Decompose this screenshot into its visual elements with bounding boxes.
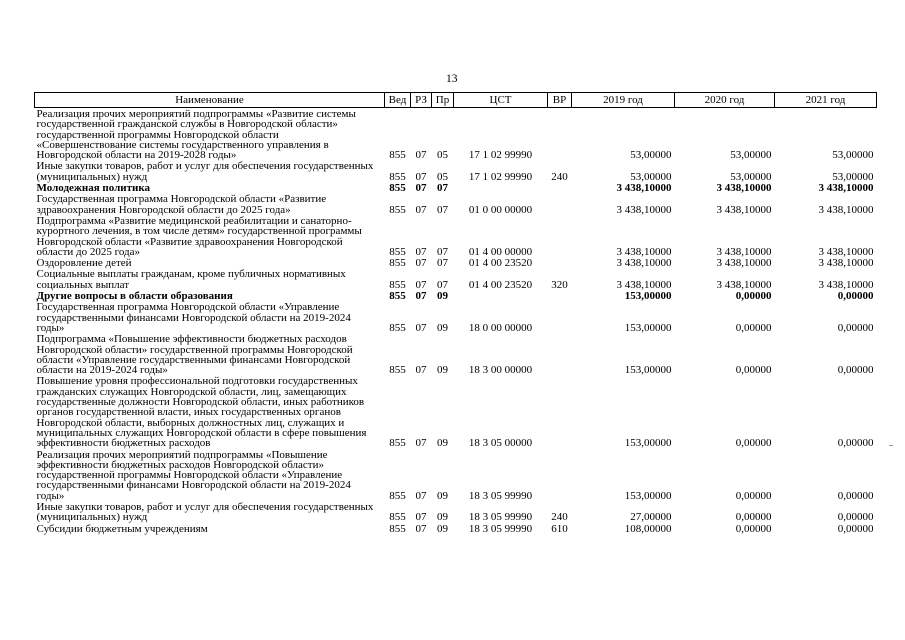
row-cst-cell: 01 4 00 23520 (468, 257, 533, 270)
row-2019-cell: 27,00000 (630, 511, 672, 524)
row-cst-cell: 01 4 00 23520 (468, 278, 533, 291)
row-vr-cell: 320 (551, 278, 568, 291)
table-row (35, 108, 877, 161)
row-cst-cell: 17 1 02 99990 (468, 149, 533, 162)
row-name-cell: Реализация прочих мероприятий подпрограммы «Повышение эффективности бюджетных расходов Новгородской области» государственной программы Новгородской области «Управление государственными финансами Новгородской области на 2019-2024 годы» (36, 448, 351, 502)
row-cst-cell: 18 3 05 00000 (468, 437, 533, 450)
row-name-cell: Другие вопросы в области образования (36, 290, 233, 303)
row-cst-cell: 01 4 00 00000 (468, 245, 533, 258)
row-rz-cell: 07 (415, 321, 427, 334)
row-2019-cell: 3 438,10000 (616, 278, 672, 291)
row-rz-cell: 07 (415, 149, 427, 162)
row-pr-cell: 09 (437, 489, 448, 502)
table-row (35, 333, 877, 375)
row-2021-cell: 53,00000 (832, 149, 874, 162)
row-ved-cell: 855 (389, 290, 406, 303)
row-2020-cell: 0,00000 (735, 290, 772, 303)
row-cst-cell: 18 3 00 00000 (468, 364, 533, 377)
row-rz-cell: 07 (415, 170, 427, 183)
row-2020-cell: 0,00000 (735, 321, 772, 334)
row-vr-cell (548, 215, 572, 257)
row-pr-cell: 05 (437, 170, 448, 183)
row-2020-cell: 3 438,10000 (716, 245, 772, 258)
row-cst-cell: 18 3 05 99990 (468, 522, 533, 535)
row-cst-cell (454, 182, 548, 193)
row-2021-cell: 0,00000 (837, 489, 874, 502)
row-vr-cell (548, 333, 572, 375)
table-row (35, 301, 877, 333)
table-row (35, 257, 877, 268)
row-cst-cell (454, 290, 548, 301)
row-vr-cell (548, 449, 572, 501)
row-pr-cell: 09 (437, 522, 448, 535)
row-ved-cell: 855 (389, 278, 406, 291)
row-ved-cell: 855 (389, 170, 406, 183)
row-name-cell: Подпрограмма «Развитие медицинской реабилитации и санаторно-курортного лечения, в том числе детям» государственной программы Новгородской области «Развитие здравоохранения Новгородской области до 2025 года» (36, 214, 362, 258)
row-vr-cell (548, 290, 572, 301)
column-header-vr: ВР (548, 93, 572, 108)
row-2019-cell: 153,00000 (624, 321, 672, 334)
row-cst-cell: 17 1 02 99990 (468, 170, 533, 183)
row-2020-cell: 3 438,10000 (716, 182, 772, 195)
row-2021-cell: 0,00000 (837, 290, 874, 303)
table-row (35, 375, 877, 448)
row-ved-cell: 855 (389, 203, 406, 216)
row-rz-cell: 07 (415, 437, 427, 450)
row-2020-cell: 0,00000 (735, 522, 772, 535)
row-ved-cell: 855 (389, 149, 406, 162)
row-vr-cell: 240 (551, 511, 568, 524)
row-pr-cell: 09 (437, 321, 448, 334)
row-name-cell: Социальные выплаты гражданам, кроме публичных нормативных социальных выплат (36, 268, 346, 291)
row-ved-cell: 855 (389, 437, 406, 450)
row-name-cell: Иные закупки товаров, работ и услуг для обеспечения государственных (муниципальных) нужд (36, 500, 374, 524)
row-pr-cell: 09 (437, 364, 448, 377)
row-2021-cell: 3 438,10000 (818, 245, 874, 258)
row-rz-cell: 07 (415, 290, 427, 303)
row-name-cell: Молодежная политика (36, 182, 151, 195)
row-2021-cell: 0,00000 (837, 321, 874, 334)
row-pr-cell: 07 (437, 257, 448, 270)
table-row (35, 215, 877, 257)
row-2021-cell: 0,00000 (837, 437, 874, 450)
row-name-cell: Оздоровление детей (36, 257, 132, 270)
table-header (35, 93, 877, 108)
row-ved-cell: 855 (389, 522, 406, 535)
row-rz-cell: 07 (415, 182, 427, 195)
row-rz-cell: 07 (415, 364, 427, 377)
row-2019-cell: 153,00000 (624, 489, 672, 502)
row-2021-cell: 53,00000 (832, 170, 874, 183)
row-ved-cell: 855 (389, 257, 406, 270)
row-ved-cell: 855 (389, 245, 406, 258)
row-rz-cell: 07 (415, 245, 427, 258)
row-2019-cell: 153,00000 (624, 290, 672, 303)
row-name-cell: Субсидии бюджетным учреждениям (36, 522, 208, 535)
column-header-cst: ЦСТ (454, 93, 548, 108)
row-2020-cell: 3 438,10000 (716, 257, 772, 270)
row-vr-cell (548, 108, 572, 161)
table-row (35, 160, 877, 182)
table-row (35, 501, 877, 523)
row-2019-cell: 3 438,10000 (616, 257, 672, 270)
row-pr-cell: 07 (437, 245, 448, 258)
row-ved-cell: 855 (389, 321, 406, 334)
row-pr-cell: 07 (437, 182, 448, 195)
row-2020-cell: 0,00000 (735, 437, 772, 450)
row-2019-cell: 108,00000 (624, 522, 672, 535)
row-rz-cell: 07 (415, 257, 427, 270)
row-rz-cell: 07 (415, 278, 427, 291)
row-name-cell: Реализация прочих мероприятий подпрограммы «Развитие системы государственной гражданской службы в Новгородской области» государственной программы Новгородской области «Совершенствование системы государственного управления в Новгородской области на 2019-2028 годы» (36, 108, 356, 162)
row-rz-cell: 07 (415, 203, 427, 216)
column-header-2020: 2020 год (675, 93, 775, 108)
row-rz-cell: 07 (415, 489, 427, 502)
row-name-cell: Иные закупки товаров, работ и услуг для обеспечения государственных (муниципальных) нужд (36, 160, 374, 183)
row-rz-cell: 07 (415, 522, 427, 535)
row-vr-cell (548, 301, 572, 333)
row-pr-cell: 09 (437, 511, 448, 524)
row-2021-cell: 3 438,10000 (818, 182, 874, 195)
row-vr-cell (548, 193, 572, 215)
row-ved-cell: 855 (389, 511, 406, 524)
column-header-ved: Вед (385, 93, 411, 108)
row-2019-cell: 153,00000 (624, 437, 672, 450)
row-2019-cell: 153,00000 (624, 364, 672, 377)
row-pr-cell: 07 (437, 203, 448, 216)
row-2021-cell: 0,00000 (837, 511, 874, 524)
row-vr-cell (548, 375, 572, 448)
row-cst-cell: 01 0 00 00000 (468, 203, 533, 216)
row-2020-cell: 0,00000 (735, 511, 772, 524)
row-cst-cell: 18 3 05 99990 (468, 511, 533, 524)
budget-table (34, 92, 877, 534)
column-header-name: Наименование (35, 93, 385, 108)
row-vr-cell (548, 257, 572, 268)
row-2020-cell: 53,00000 (730, 170, 772, 183)
row-pr-cell: 09 (437, 290, 448, 303)
row-name-cell: Государственная программа Новгородской области «Развитие здравоохранения Новгородской области до 2025 года» (36, 193, 327, 216)
row-name-cell: Государственная программа Новгородской области «Управление государственными финансами Новгородской области на 2019-2024 годы» (36, 301, 351, 334)
table-row (35, 182, 877, 193)
row-2019-cell: 53,00000 (630, 149, 672, 162)
table-row (35, 523, 877, 534)
column-header-pr: Пр (432, 93, 454, 108)
table-row (35, 290, 877, 301)
page-number: 13 (446, 73, 458, 85)
column-header-2019: 2019 год (572, 93, 675, 108)
row-2021-cell: 3 438,10000 (818, 257, 874, 270)
row-2020-cell: 0,00000 (735, 364, 772, 377)
row-rz-cell: 07 (415, 511, 427, 524)
row-vr-cell: 240 (551, 170, 568, 183)
row-2019-cell: 3 438,10000 (616, 203, 672, 216)
table-row (35, 449, 877, 501)
row-vr-cell (548, 182, 572, 193)
table-row (35, 268, 877, 290)
row-2021-cell: 0,00000 (837, 522, 874, 535)
row-ved-cell: 855 (389, 489, 406, 502)
row-pr-cell: 05 (437, 149, 448, 162)
row-2021-cell: 3 438,10000 (818, 278, 874, 291)
row-name-cell: Подпрограмма «Повышение эффективности бюджетных расходов Новгородской области» государственной программы Новгородской области «Управление государственными финансами Новгородской области на 2019-2024 годы» (36, 333, 353, 377)
row-2020-cell: 0,00000 (735, 489, 772, 502)
row-cst-cell: 18 3 05 99990 (468, 489, 533, 502)
row-2020-cell: 3 438,10000 (716, 203, 772, 216)
row-name-cell: Повышение уровня профессиональной подготовки государственных гражданских служащих Новгородской области, лиц, замещающих государственные должности Новгородской области, иных работников органов государственной власти, иных государственных органов Новгородской области, выборных должностных лиц, служащих и муниципальных служащих Новгородской области в сфере повышения эффективности бюджетных расходов (36, 375, 367, 450)
row-pr-cell: 09 (437, 437, 448, 450)
row-2019-cell: 3 438,10000 (616, 182, 672, 195)
margin-mark (889, 445, 893, 446)
row-cst-cell: 18 0 00 00000 (468, 321, 533, 334)
table-body (35, 108, 877, 534)
row-ved-cell: 855 (389, 364, 406, 377)
row-ved-cell: 855 (389, 182, 406, 195)
column-header-rz: РЗ (411, 93, 432, 108)
row-2019-cell: 3 438,10000 (616, 245, 672, 258)
row-2019-cell: 53,00000 (630, 170, 672, 183)
row-vr-cell: 610 (551, 522, 568, 535)
row-pr-cell: 07 (437, 278, 448, 291)
row-2021-cell: 3 438,10000 (818, 203, 874, 216)
row-2021-cell: 0,00000 (837, 364, 874, 377)
row-2020-cell: 53,00000 (730, 149, 772, 162)
table-row (35, 193, 877, 215)
column-header-2021: 2021 год (775, 93, 877, 108)
row-2020-cell: 3 438,10000 (716, 278, 772, 291)
